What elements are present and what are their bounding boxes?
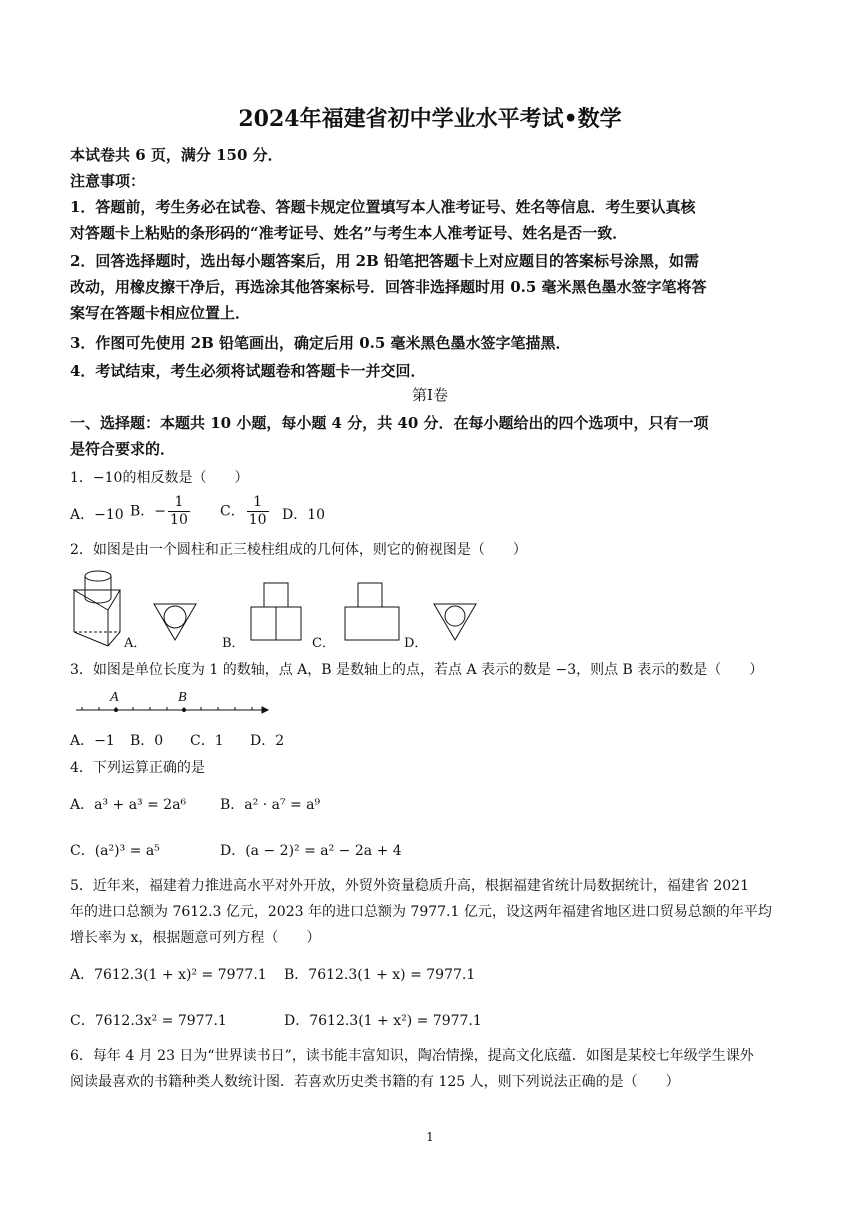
question-5-stem: 5．近年来，福建着力推进高水平对外开放，外贸外资量稳质升高，根据福建省统计局数据统计，福建省 2021 [70,878,749,894]
fraction-numerator: 1 [168,494,190,512]
q4-option-a: A．a³ + a³ = 2a⁶ [70,797,187,813]
volume-heading: 第Ⅰ卷 [412,386,448,404]
q1-option-c-prefix: C． [220,503,245,520]
q2-label-a: A． [124,636,147,651]
question-2-stem: 2．如图是由一个圆柱和正三棱柱组成的几何体，则它的俯视图是（ ） [70,542,527,558]
q2-label-c: C． [312,636,335,651]
fraction-denominator: 10 [248,512,267,528]
point-b-marker [182,708,186,712]
question-5-stem: 年的进口总额为 7612.3 亿元，2023 年的进口总额为 7977.1 亿元，设这两年福建省地区进口贸易总额的年平均 [70,904,772,920]
q3-option-a: A．−1 [70,733,115,749]
intro-line: 2．回答选择题时，选出每小题答案后，用 2B 铅笔把答题卡上对应题目的答案标号涂黑，如需 [70,252,700,270]
question-1-stem: 1．−10的相反数是（ ） [70,470,249,486]
intro-line: 注意事项： [70,172,146,190]
exam-title: 2024年福建省初中学业水平考试•数学 [238,106,622,132]
q3-option-c: C．1 [190,733,224,749]
intro-line: 3．作图可先使用 2B 铅笔画出，确定后用 0.5 毫米黑色墨水签字笔描黑． [70,334,571,352]
intro-line: 4．考试结束，考生必须将试题卷和答题卡一并交回． [70,362,426,380]
q4-option-b: B．a² · a⁷ = a⁹ [220,797,321,813]
question-4-stem: 4．下列运算正确的是 [70,760,205,776]
q3-point-a-label: A [110,690,119,705]
q5-option-c: C．7612.3x² = 7977.1 [70,1013,227,1029]
intro-line: 本试卷共 6 页，满分 150 分． [70,146,283,164]
section-heading: 一、选择题：本题共 10 小题，每小题 4 分，共 40 分．在每小题给出的四个选项中，只有一项 [70,414,709,432]
q1-option-a: A．−10 [70,507,124,523]
q2-option-d-figure [432,602,478,642]
q3-option-b: B．0 [130,733,164,749]
question-6-stem: 6．每年 4 月 23 日为“世界读书日”，读书能丰富知识，陶冶情操，提高文化底蕴．如图是某校七年级学生课外 [70,1048,754,1064]
q2-option-b-figure [250,582,302,642]
question-5-stem: 增长率为 x，根据题意可列方程（ ） [70,930,321,946]
q1-option-b-prefix: B．− [130,503,167,520]
question-6-stem: 阅读最喜欢的书籍种类人数统计图．若喜欢历史类书籍的有 125 人，则下列说法正确的是（ ） [70,1074,680,1090]
intro-line: 1．答题前，考生务必在试卷、答题卡规定位置填写本人准考证号、姓名等信息．考生要认真核 [70,198,696,216]
fraction-denominator: 10 [170,512,188,528]
q1-option-b [130,494,192,529]
point-a-marker [114,708,118,712]
q3-number-line [74,690,268,720]
q2-label-d: D． [404,636,428,651]
fraction-numerator: 1 [247,494,269,512]
q3-option-d: D．2 [250,733,285,749]
q4-option-c: C．(a²)³ = a⁵ [70,843,160,859]
q4-option-d: D．(a − 2)² = a² − 2a + 4 [220,843,402,859]
intro-line: 改动，用橡皮擦干净后，再选涂其他答案标号．回答非选择题时用 0.5 毫米黑色墨水签字笔将答 [70,278,707,296]
question-3-stem: 3．如图是单位长度为 1 的数轴，点 A，B 是数轴上的点，若点 A 表示的数是 −3，则点 B 表示的数是（ ） [70,662,764,678]
q2-solid-figure [70,568,126,648]
q3-point-b-label: B [178,690,187,705]
q1-option-c-fraction [247,494,269,529]
q2-label-b: B． [222,636,245,651]
section-heading: 是符合要求的． [70,440,176,458]
intro-line: 对答题卡上粘贴的条形码的“准考证号、姓名”与考生本人准考证号、姓名是否一致． [70,224,628,242]
q5-option-b: B．7612.3(1 + x) = 7977.1 [284,967,476,983]
q1-option-b-fraction [168,494,190,529]
q2-option-c-figure [344,582,400,642]
q1-option-c [220,494,271,529]
intro-line: 案写在答题卡相应位置上． [70,304,251,322]
q2-option-a-figure [152,602,198,642]
page-number: 1 [426,1130,434,1144]
q1-option-d: D．10 [282,507,326,523]
q5-option-d: D．7612.3(1 + x²) = 7977.1 [284,1013,482,1029]
q5-option-a: A．7612.3(1 + x)² = 7977.1 [70,967,267,983]
